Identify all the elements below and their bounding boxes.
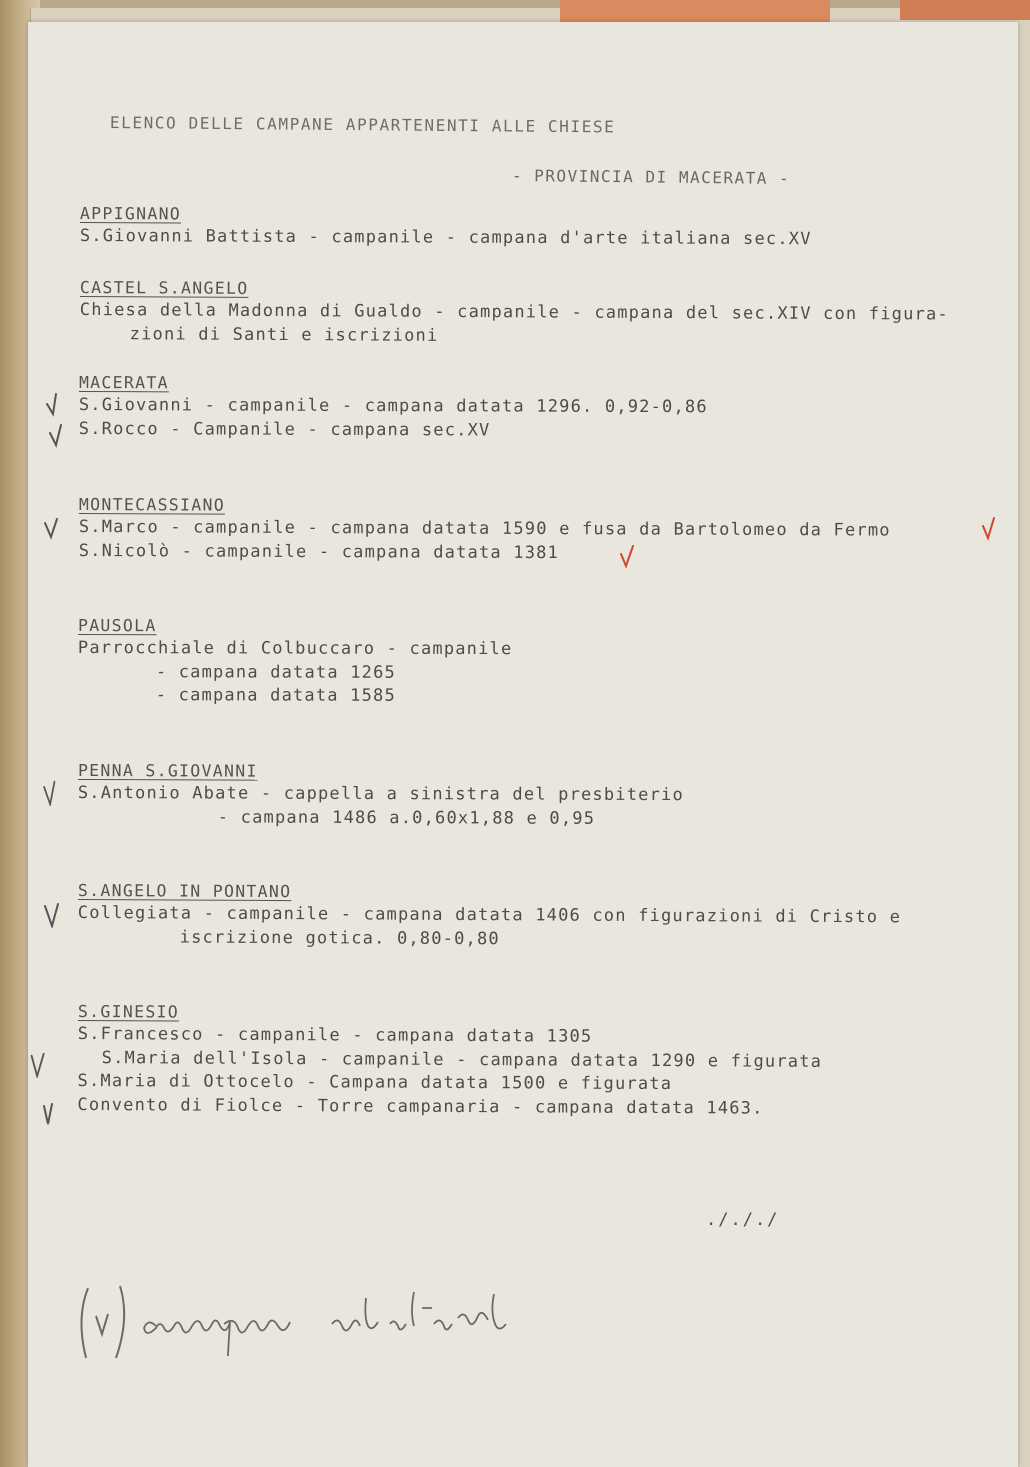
entry-line: S.Antonio Abate - cappella a sinistra del presbiterio — [77, 782, 684, 806]
entry-line: S.Maria dell'Isola - campanile - campana datata 1290 e figurata — [101, 1047, 823, 1072]
section-heading: PAUSOLA — [77, 616, 157, 636]
entry-line: S.Maria di Ottocelo - Campana datata 1500 e figurata — [77, 1070, 673, 1095]
section-heading: MONTECASSIANO — [78, 495, 226, 515]
check-mark-icon — [47, 423, 69, 449]
section-s-ginesio — [77, 1002, 822, 1121]
orange-folder-edge — [900, 0, 1030, 20]
check-mark-icon — [980, 516, 1002, 542]
check-mark-icon — [42, 902, 64, 928]
entry-line: S.Francesco - campanile - campana datata 1305 — [77, 1023, 593, 1047]
entry-line: iscrizione gotica. 0,80-0,80 — [179, 927, 500, 949]
entry-line: Parrocchiale di Colbuccaro - campanile — [77, 637, 513, 660]
entry-line: zioni di Santi e iscrizioni — [129, 323, 439, 346]
entry-line: - campana datata 1265 — [155, 661, 397, 683]
section-heading: S.ANGELO IN PONTANO — [77, 881, 292, 902]
handwritten-note — [74, 1278, 534, 1368]
check-mark-icon — [28, 1052, 50, 1078]
section-montecassiano — [79, 495, 891, 567]
document-subtitle: - PROVINCIA DI MACERATA - — [511, 166, 791, 188]
entry-line: S.Giovanni - campanile - campana datata 1296. 0,92-0,86 — [78, 394, 708, 418]
section-heading: CASTEL S.ANGELO — [79, 278, 249, 298]
check-mark-icon — [42, 515, 64, 541]
check-mark-icon — [44, 392, 66, 418]
section-pausola — [78, 616, 513, 709]
end-mark: ./././ — [706, 1210, 780, 1230]
section-heading: APPIGNANO — [79, 204, 182, 224]
section-macerata — [79, 373, 708, 443]
entry-line: Collegiata - campanile - campana datata 1406 con figurazioni di Cristo e — [77, 902, 902, 928]
entry-line: S.Marco - campanile - campana datata 1590 e fusa da Bartolomeo da Fermo — [78, 516, 891, 541]
section-heading: PENNA S.GIOVANNI — [77, 761, 258, 781]
entry-line: - campana 1486 a.0,60x1,88 e 0,95 — [217, 806, 596, 829]
entry-line: Convento di Fiolce - Torre campanaria - campana datata 1463. — [77, 1094, 764, 1119]
entry-line: S.Rocco - Campanile - campana sec.XV — [78, 418, 491, 440]
check-mark-icon — [618, 544, 640, 570]
section-castel-s-angelo — [80, 278, 949, 351]
document-title: ELENCO DELLE CAMPANE APPARTENENTI ALLE CHIESE — [109, 113, 616, 137]
entry-line: S.Nicolò - campanile - campana datata 1381 — [78, 540, 560, 563]
section-penna-s-giovanni — [78, 761, 684, 831]
entry-line: Chiesa della Madonna di Gualdo - campanile - campana del sec.XIV con figura- — [79, 299, 949, 325]
entry-line: - campana datata 1585 — [155, 685, 396, 706]
section-appignano — [80, 204, 812, 252]
section-heading: MACERATA — [78, 373, 169, 393]
entry-line: S.Giovanni Battista - campanile - campana d'arte italiana sec.XV — [79, 225, 812, 250]
check-mark-icon — [40, 780, 62, 806]
section-s-angelo-in-pontano — [78, 881, 902, 953]
section-heading: S.GINESIO — [77, 1002, 180, 1022]
check-mark-icon — [40, 1100, 62, 1126]
orange-folder-edge — [560, 0, 830, 24]
